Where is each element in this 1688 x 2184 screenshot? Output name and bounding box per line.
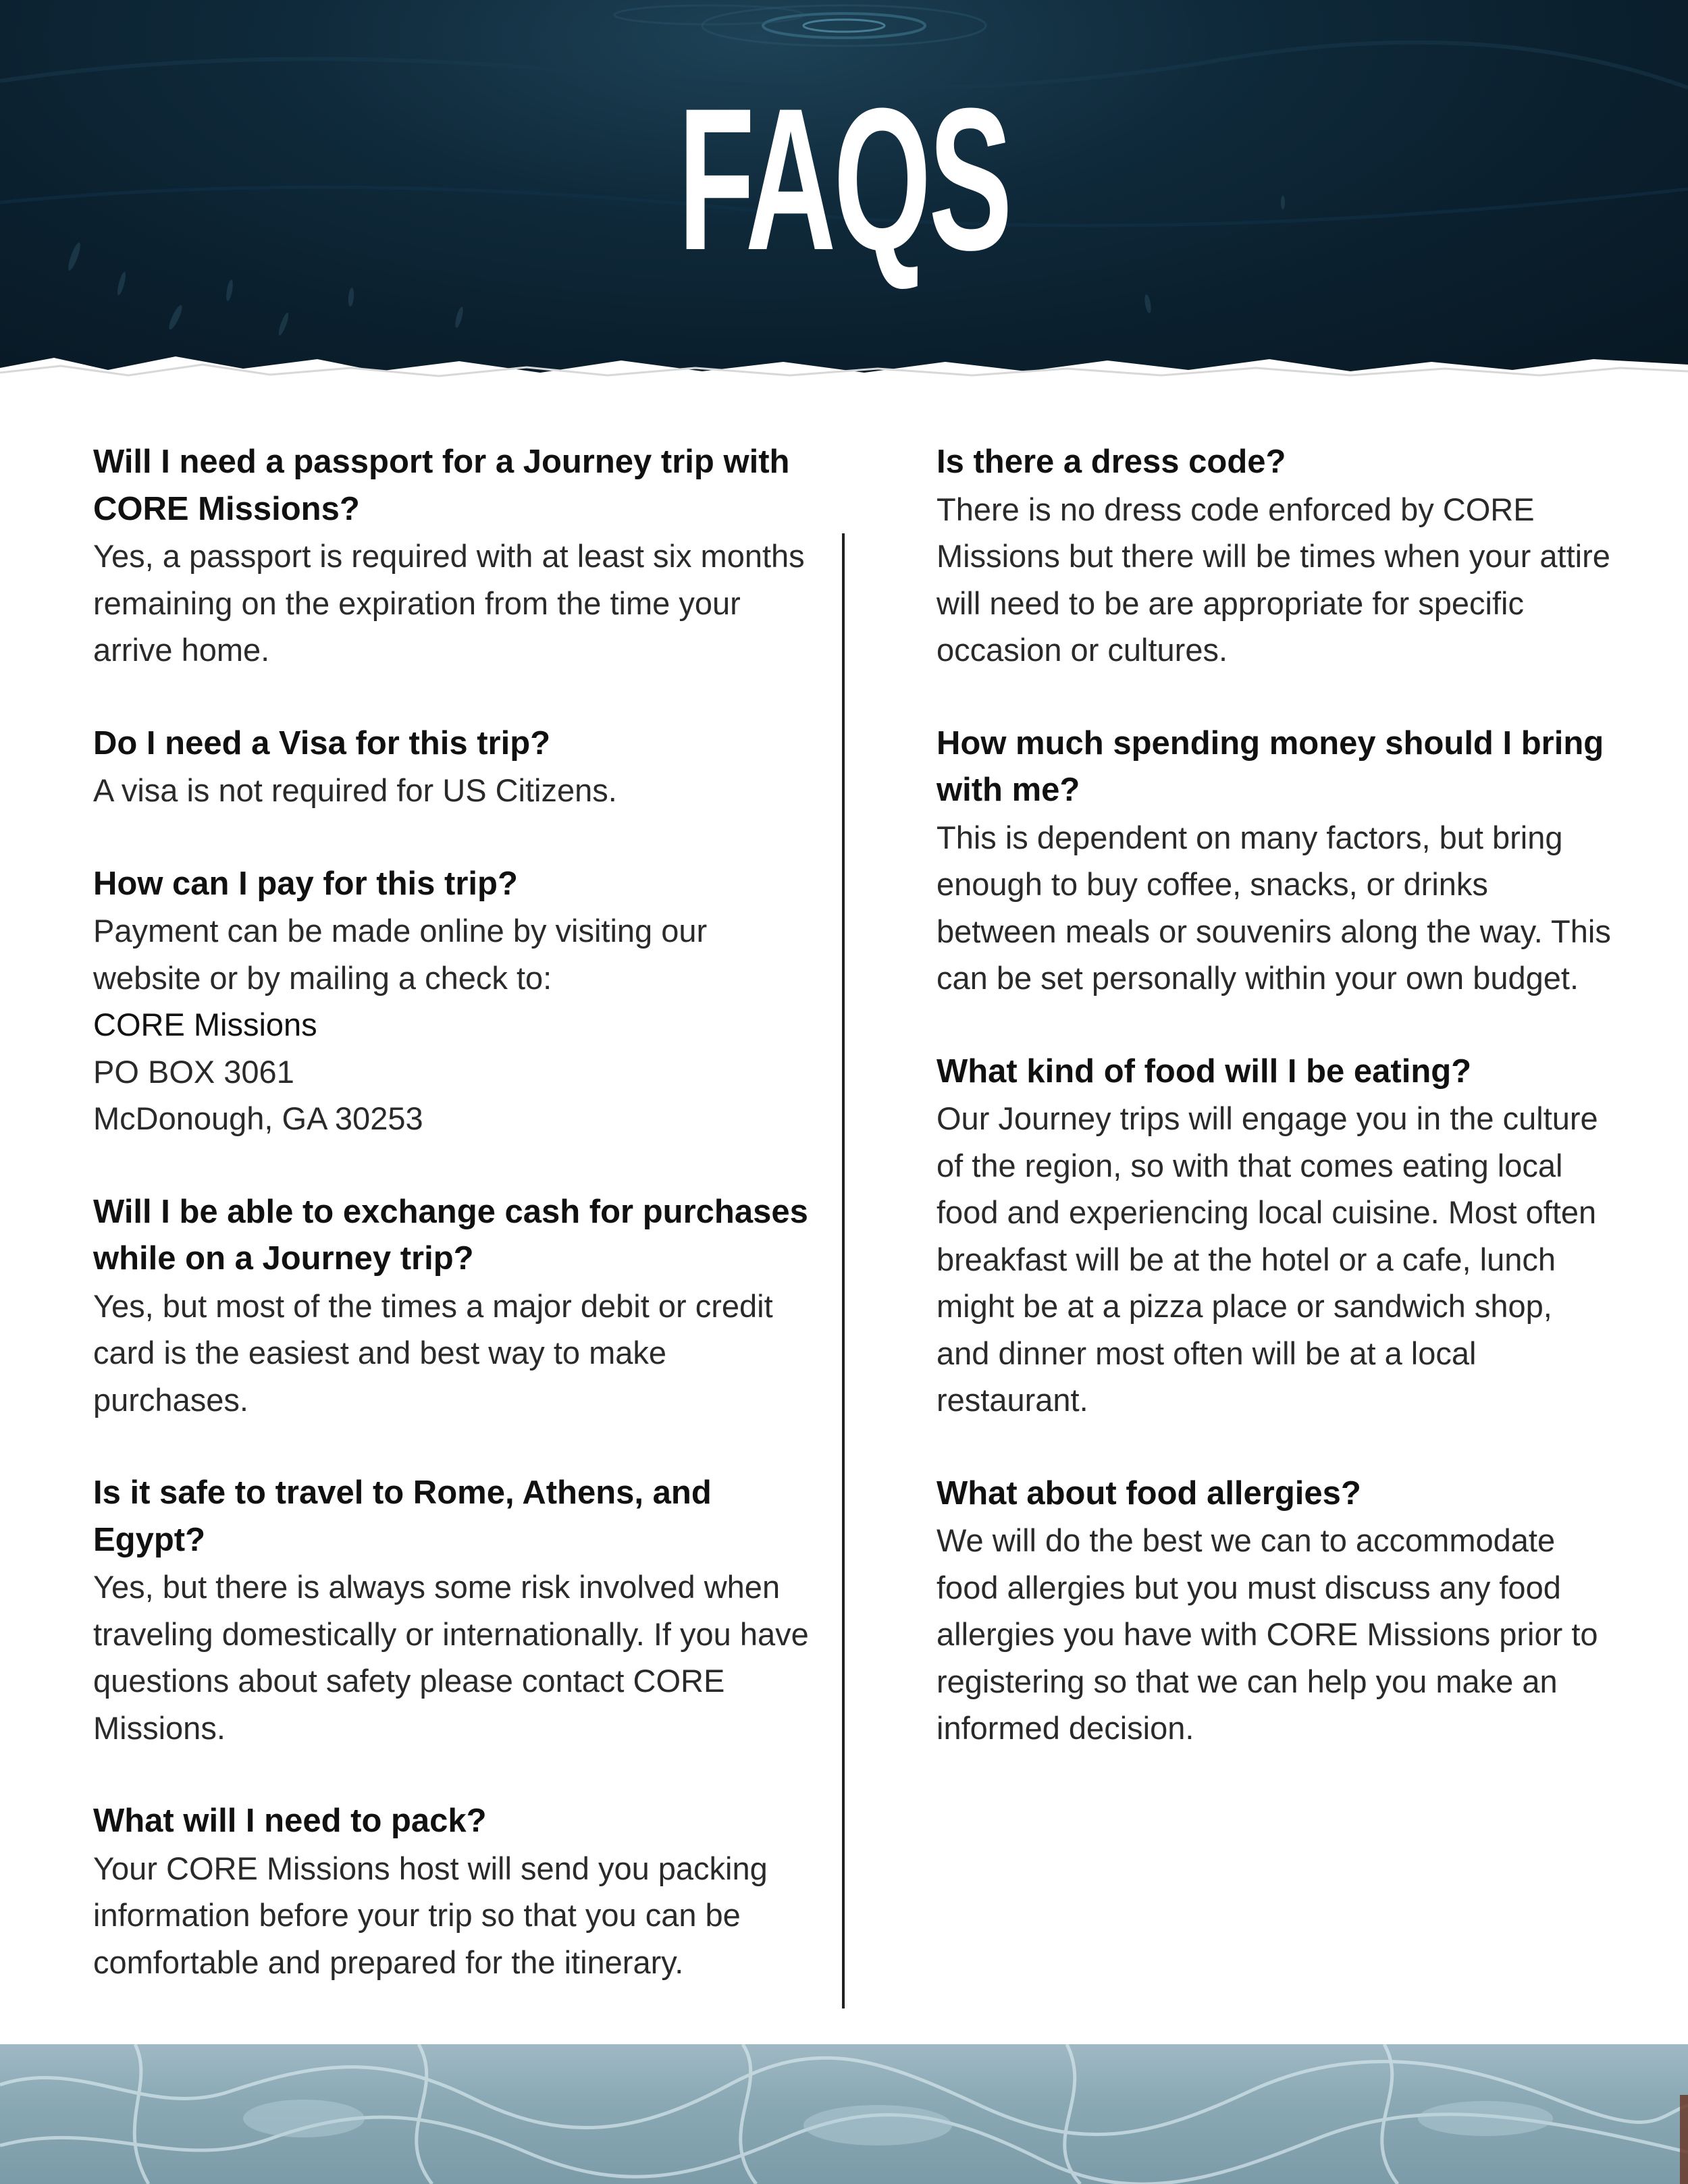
page-title: FAQS xyxy=(678,65,1010,292)
faq-question: How can I pay for this trip? xyxy=(93,865,518,902)
faq-question: Do I need a Visa for this trip? xyxy=(93,724,551,762)
faq-item xyxy=(937,720,1612,1002)
faq-item xyxy=(93,1470,809,1751)
faq-item xyxy=(93,1189,809,1424)
water-caustics-decoration xyxy=(0,2044,1688,2184)
faq-answer: Payment can be made online by visiting our website or by mailing a check to: xyxy=(93,913,708,996)
faq-item xyxy=(93,439,809,674)
footer-water-strip xyxy=(0,2044,1688,2184)
faq-item xyxy=(937,1048,1612,1424)
faq-question: Will I be able to exchange cash for purchases while on a Journey trip? xyxy=(93,1193,808,1277)
faq-item xyxy=(93,861,809,1142)
faq-question: What kind of food will I be eating? xyxy=(937,1053,1472,1090)
faq-item xyxy=(937,1470,1612,1752)
faq-answer: Yes, but most of the times a major debit or credit card is the easiest and best way to make purchases. xyxy=(93,1287,773,1418)
faq-item xyxy=(93,1798,809,1986)
mailing-address-city: McDonough, GA 30253 xyxy=(93,1100,423,1136)
faq-column-right xyxy=(937,439,1612,1799)
faq-answer: There is no dress code enforced by CORE Missions but there will be times when your attire will need to be are appropriate for specific occasion or cultures. xyxy=(937,491,1610,668)
faq-question: Is it safe to travel to Rome, Athens, and Egypt? xyxy=(93,1474,712,1558)
faq-item xyxy=(937,439,1612,674)
column-divider xyxy=(842,533,845,2008)
faq-question: What about food allergies? xyxy=(937,1474,1361,1512)
faq-answer: We will do the best we can to accommodate food allergies but you must discuss any food allergies you have with CORE Missions prior to registering so that we can help you make an informed decision. xyxy=(937,1522,1598,1746)
faq-answer: Yes, but there is always some risk involved when traveling domestically or internationally. If you have questions about safety please contact CORE Missions. xyxy=(93,1569,809,1746)
faq-item xyxy=(93,720,809,814)
faq-question: What will I need to pack? xyxy=(93,1803,487,1839)
faq-question: How much spending money should I bring with me? xyxy=(937,724,1604,808)
header-banner xyxy=(0,0,1688,378)
faq-answer: Our Journey trips will engage you in the culture of the region, so with that comes eating local food and experiencing local cuisine. Most often breakfast will be at the hotel or a cafe, lunch might be at a pizza place or sandwich shop, and dinner most often will be at a local restaurant. xyxy=(937,1100,1598,1418)
faq-question: Is there a dress code? xyxy=(937,444,1286,480)
faq-answer: This is dependent on many factors, but bring enough to buy coffee, snacks, or drinks between meals or souvenirs along the way. This can be set personally within your own budget. xyxy=(937,819,1611,996)
faq-question: Will I need a passport for a Journey trip with CORE Missions? xyxy=(93,444,790,527)
faq-answer: A visa is not required for US Citizens. xyxy=(93,772,617,808)
faq-answer: Yes, a passport is required with at least six months remaining on the expiration from the time your arrive home. xyxy=(93,538,805,668)
mailing-address-name: CORE Missions xyxy=(93,1007,317,1042)
faq-answer: Your CORE Missions host will send you packing information before your trip so that you can be comfortable and prepared for the itinerary. xyxy=(93,1850,768,1980)
faq-column-left xyxy=(93,439,809,2032)
mailing-address-po-box: PO BOX 3061 xyxy=(93,1053,294,1090)
